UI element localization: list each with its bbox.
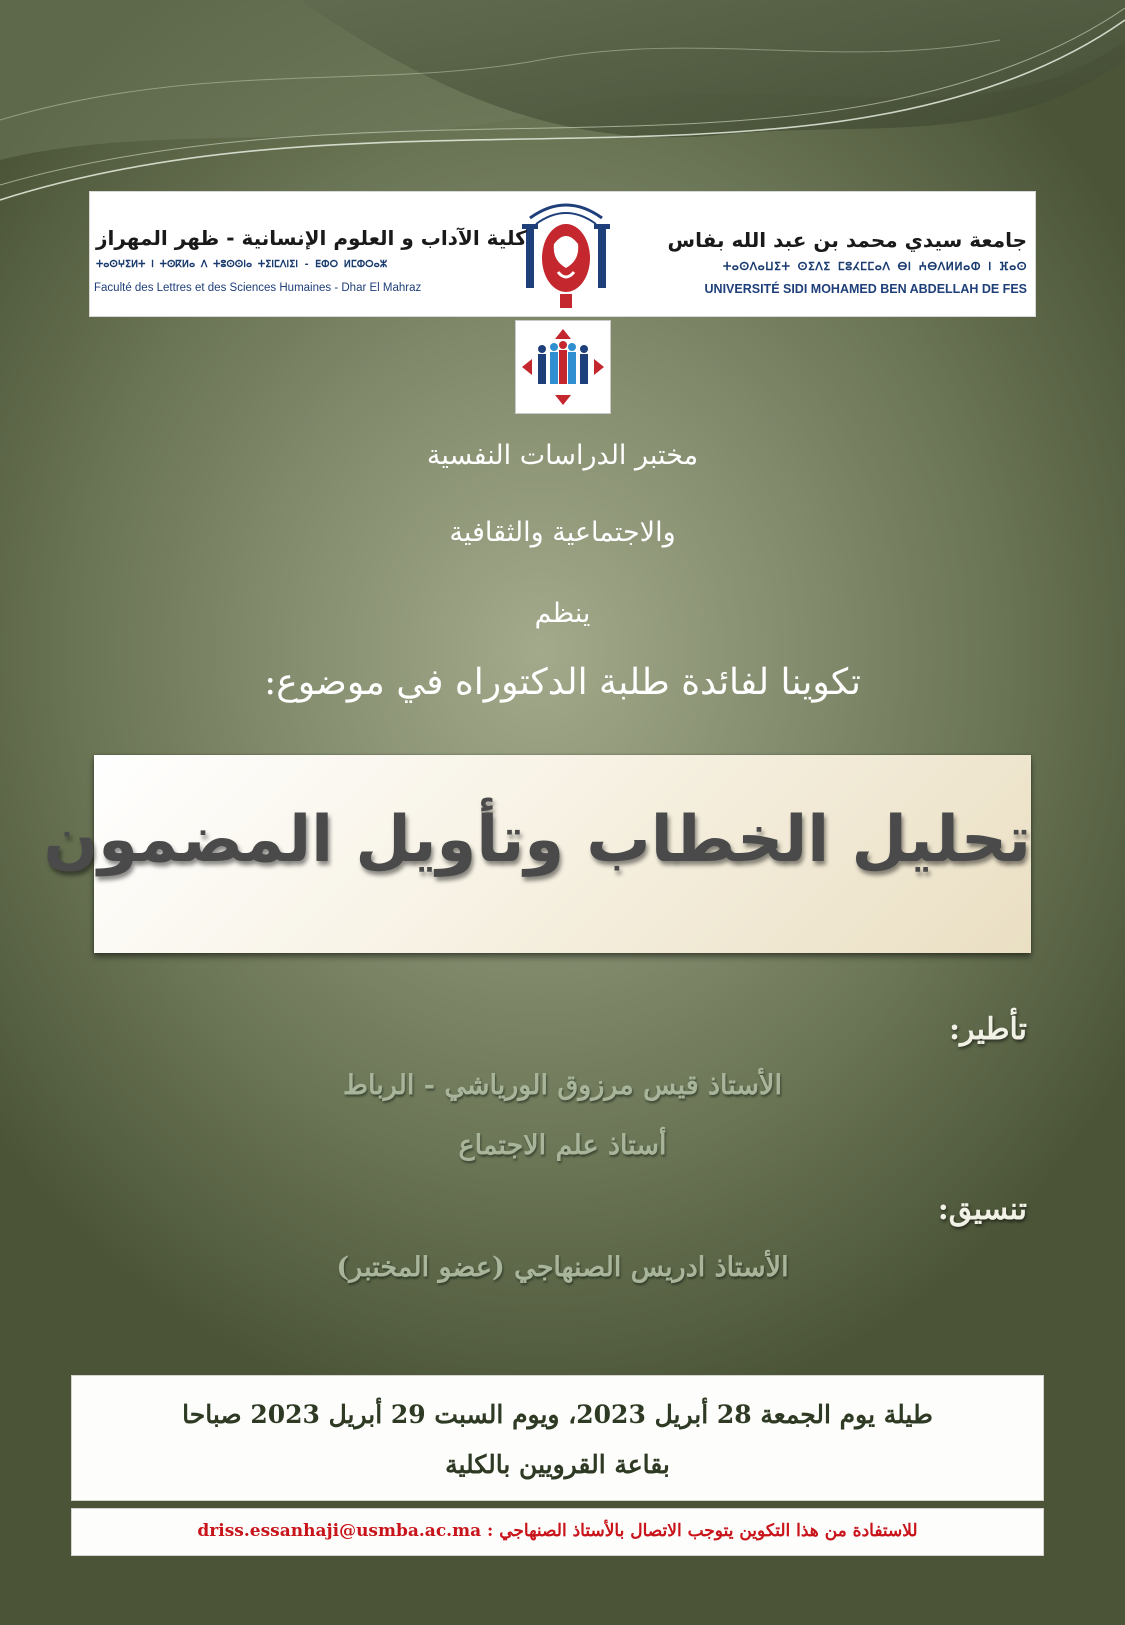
coordinator-name: الأستاذ ادريس الصنهاجي (عضو المختبر): [336, 1252, 789, 1283]
lab-name-line-1: مختبر الدراسات النفسية: [426, 440, 699, 471]
main-title: تحليل الخطاب وتأويل المضمون: [43, 803, 1031, 877]
title-box: [43, 755, 1031, 953]
contact-line: [72, 1521, 1043, 1541]
contact-box: [71, 1508, 1044, 1556]
schedule-venue: بقاعة القرويين بالكلية: [445, 1450, 670, 1479]
schedule-dates: طيلة يوم الجمعة 28 أبريل 2023، ويوم السبت 29 أبريل 2023 صباحا: [182, 1400, 933, 1429]
faculty-name-tifinagh: ⵜⴰⵙⵖⵉⵍⵜ ⵏ ⵜⵙⴽⵍⴰ ⴷ ⵜⵓⵙⵙⵏⴰ ⵜⵉⵏⵎⴷⵏⵉⵏ - ⴹⵀⵔ ⵍⵎⵀⵔⴰⵣ: [96, 259, 388, 270]
schedule-box: [71, 1375, 1044, 1501]
header-logo-banner: [89, 191, 1036, 317]
contact-text: للاستفادة من هذا التكوين يتوجب الاتصال بالأستاذ الصنهاجي :: [487, 1521, 918, 1541]
subject-intro: تكوينا لفائدة طلبة الدكتوراه في موضوع:: [264, 662, 861, 703]
supervisor-name: الأستاذ قيس مرزوق الورياشي - الرباط: [343, 1070, 782, 1101]
organizes-text: ينظم: [534, 598, 591, 629]
university-name-ar: جامعة سيدي محمد بن عبد الله بفاس: [667, 228, 1027, 252]
lab-logo-icon: [515, 320, 611, 414]
faculty-name-ar: كلية الآداب و العلوم الإنسانية - ظهر المهراز: [96, 226, 527, 250]
lab-name-line-2: والاجتماعية والثقافية: [449, 517, 676, 548]
supervision-label: تأطير:: [948, 1012, 1027, 1047]
contact-email[interactable]: driss.essanhaji@usmba.ac.ma: [197, 1521, 482, 1541]
university-name-fr: UNIVERSITÉ SIDI MOHAMED BEN ABDELLAH DE FES: [704, 282, 1027, 296]
supervisor-role: أستاذ علم الاجتماع: [458, 1130, 667, 1161]
faculty-name-fr: Faculté des Lettres et des Sciences Humaines - Dhar El Mahraz: [94, 282, 422, 294]
university-name-tifinagh: ⵜⴰⵙⴷⴰⵡⵉⵜ ⵙⵉⴷⵉ ⵎⵓⵃⵎⵎⴰⴷ ⴱⵏ ⵄⴱⴷⵍⵍⴰⵀ ⵏ ⴼⴰⵙ: [722, 260, 1027, 273]
university-emblem-icon: [520, 198, 612, 310]
decorative-swoosh: [0, 0, 1125, 220]
coordination-label: تنسيق:: [937, 1192, 1027, 1227]
